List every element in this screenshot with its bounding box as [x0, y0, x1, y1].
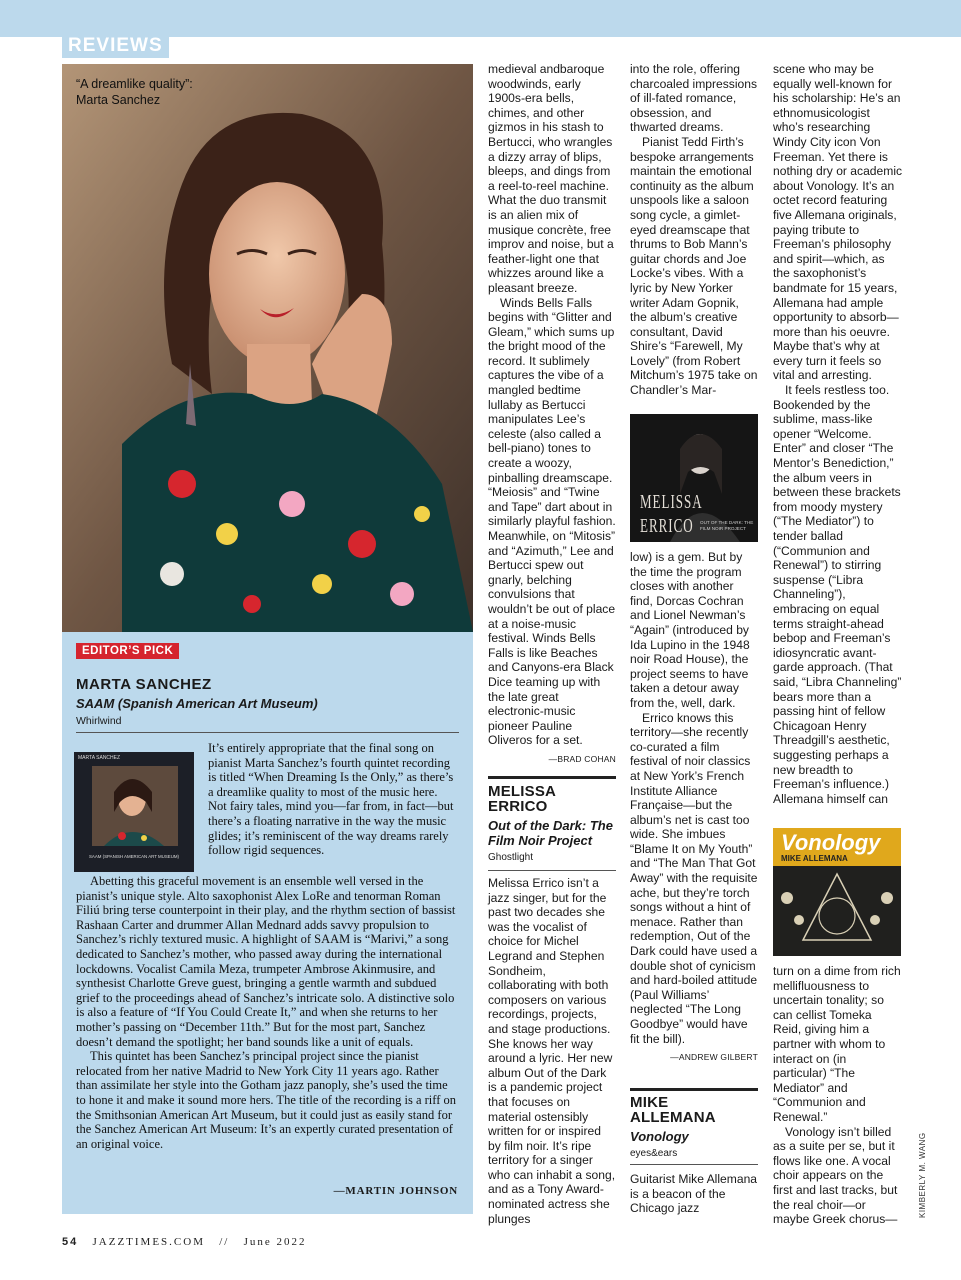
cover-artist-text: MIKE ALLEMANA	[781, 854, 848, 863]
paragraph: It feels restless too. Bookended by the sublime, mass-like opener “Welcome. Enter” and closer “The Mentor’s Benediction,” the album veers in between these brackets from moody mystery (“The Mediator”) to tender ballad (“Communion and Renewal”) to stirring suspense (“Libra Channeling”), embracing on equal terms straight-ahead bebop and Freeman’s idiosyncratic avant-garde approach. (That said, “Libra Channeling” bears more than a passing hint of fellow Chicagoan Henry Threadgill’s aesthetic, suggesting perhaps a new breadth to Freeman’s influence.) Allemana himself can	[773, 383, 902, 806]
divider	[76, 732, 459, 733]
review-paragraph: Abetting this graceful movement is an ensemble well versed in the pianist’s unique style. Alto saxophonist Alex LoRe and tenorman Roman Filiú bring terse counterpoint in their play, and the rhythm section of bassist Rashaan Carter and drummer Allan Mednard adds savvy propulsion to Sanchez’s richly textured music. A highlight of SAAM is “Marivi,” a song dedicated to Sanchez’s mother, who passed away during the international lockdowns. Vocalist Camila Meza, trumpeter Ambrose Akinmusire, and synthesist Charlotte Greve guest, bringing a gentle warmth and subdued grief to the proceedings ahead of Sanchez’s intricate solo. A distinctive solo is also a feature of “If You Could Create It,” and when she returns to her mother’s passing on “December 11th.” But for the most part, Sanchez doesn’t demand the spotlight; her band sounds like a unit of equals.	[76, 874, 456, 1049]
album-cover-errico	[630, 414, 758, 542]
review-album: Out of the Dark: The Film Noir Project	[488, 818, 613, 848]
review-album: Vonology	[630, 1129, 689, 1144]
portrait-illustration	[62, 64, 473, 632]
review-artist: MIKE ALLEMANA	[630, 1094, 716, 1126]
paragraph: Guitarist Mike Allemana is a beacon of the Chicago jazz	[630, 1172, 758, 1216]
cover-name-text: MELISSA ERRICO	[640, 490, 702, 537]
review-artist: MARTA SANCHEZ	[76, 676, 212, 693]
paragraph: Errico knows this territory—she recently co-curated a film festival of noir classics at New York’s French Institute Alliance Française—but the album’s net is cast too wide. She imbues “Blame It on My Youth” and “The Man That Got Away” with the requisite ache, but they’re torch songs without a hint of menace. Rather than redemption, Out of the Dark could have used a double shot of cynicism and hard-boiled attitude (Paul Williams’ neglected “The Long Goodbye” would have fit the bill).	[630, 710, 758, 1046]
editors-pick-box	[62, 632, 473, 1214]
allemana-header	[630, 1095, 758, 1159]
review-album: SAAM (Spanish American Art Museum)	[76, 696, 318, 711]
cover-artist-text: MARTA SANCHEZ	[78, 755, 121, 761]
cover-sub-text: OUT OF THE DARK: THE FILM NOIR PROJECT	[700, 520, 754, 531]
footer-separator: //	[219, 1236, 230, 1248]
column-3-mid	[630, 550, 758, 1065]
top-band	[0, 0, 961, 37]
errico-col2-text	[488, 876, 616, 1226]
review-text-rest	[76, 874, 460, 1151]
photo-credit: KIMBERLY M. WANG	[918, 1132, 927, 1218]
byline: —BRAD COHAN	[548, 753, 616, 764]
review-label: Whirlwind	[76, 715, 122, 727]
paragraph: into the role, offering charcoaled impressions of ill-fated romance, obsession, and thwarted dreams.	[630, 62, 758, 135]
cover-title-text: SAAM (SPANISH AMERICAN ART MUSEUM)	[88, 854, 180, 859]
section-tag: REVIEWS	[62, 34, 169, 58]
column-3-top	[630, 62, 758, 398]
allemana-col3-text	[630, 1172, 758, 1216]
review-byline: —MARTIN JOHNSON	[333, 1185, 458, 1197]
section-divider	[488, 776, 616, 779]
byline: —ANDREW GILBERT	[670, 1052, 758, 1063]
paragraph: turn on a dime from rich mellifluousness to uncertain tonality; so can cellist Tomeka Reid, giving him a partner with whom to interact on (in particular) “The Mediator” and “Communion and Renewal.”	[773, 964, 901, 1124]
site-name: JAZZTIMES.COM	[92, 1236, 205, 1248]
paragraph: scene who may be equally well-known for his scholarship: He’s an ethnomusicologist who’s researching Windy City icon Von Freeman. Yet there is nothing dry or academic about Vonology. It’s an octet record featuring five Allemana originals, paying tribute to Freeman’s philosophy and spirit—which, as the saxophonist’s bandmate for 15 years, Allemana had ample opportunity to absorb—more than his oeuvre. Maybe that’s why at every turn it feels so vital and arresting.	[773, 62, 903, 383]
page-footer	[62, 1236, 307, 1248]
paragraph: Winds Bells Falls begins with “Glitter and Gleam,” which sums up the bright mood of the record. It sublimely captures the vibe of a mangled bedtime lullaby as Bertucci manipulates Lee’s celeste (also called a bell-piano) tones to create a woozy, pinballing dreamscape. “Meiosis” and “Twine and Tape” dart about in similarly playful fashion. Meanwhile, on “Mitosis” and “Azimuth,” Lee and Bertucci spew out gnarly, belching convulsions that wouldn’t be out of place at a noise-music festival. Winds Bells Falls is like Beaches and Canyons-era Black Dice teaming up with the late great electronic-music pioneer Pauline Oliveros for a set.	[488, 295, 616, 748]
review-text-first: It’s entirely appropriate that the final song on pianist Marta Sanchez’s fourth quintet recording is titled “When Dreaming Is the Only,” as there’s a dreamlike quality to most of the music here. Not fairy tales, mind you—far from, in fact—but there’s a floating narrative in the way the music glides; it’s reminiscent of the way dreams rarely follow rigid sequences.	[208, 741, 454, 858]
divider	[488, 870, 616, 871]
paragraph: low) is a gem. But by the time the program closes with another find, Dorcas Cochran and Lionel Newman’s “Again” (introduced by Ida Lupino in the 1948 noir Road House), the project seems to have taken a detour away from the, well, dark.	[630, 550, 750, 710]
paragraph: Vonology isn’t billed as a suite per se, but it flows like one. A vocal choir appears on the first and last tracks, but the real choir—or maybe Greek chorus—	[773, 1124, 898, 1227]
divider	[630, 1164, 758, 1165]
review-label: eyes&ears	[630, 1148, 678, 1159]
column-2	[488, 62, 616, 767]
section-divider	[630, 1088, 758, 1091]
album-cover-saam	[74, 752, 194, 872]
editors-pick-badge: EDITOR’S PICK	[76, 643, 179, 659]
cover-title-text: Vonology	[781, 830, 881, 855]
artist-photo	[62, 64, 473, 632]
review-paragraph: This quintet has been Sanchez’s principal project since the pianist relocated from her native Madrid to New York City 11 years ago. Rather than assimilate her style into the Gotham jazz panoply, she’s used the time to hone it and make it sound more hers. The title of the recording is a riff on the Smithsonian American Art Museum, but it could just as easily stand for the Sanchez American Art Museum: It’s an expertly curated presentation of an original voice.	[76, 1049, 456, 1151]
column-4-top	[773, 62, 903, 806]
review-artist: MELISSA ERRICO	[488, 783, 557, 815]
paragraph: medieval andbaroque woodwinds, early 1900s-era bells, chimes, and other gizmos in his stash to Bertucci, who wrangles a dizzy array of blips, bleeps, and dings from a reel-to-reel machine. What the duo transmit is an alien mix of musique concrète, free improv and noise, but a feather-light one that whizzes around like a pleasant breeze.	[488, 62, 614, 295]
issue-date: June 2022	[243, 1236, 307, 1248]
photo-caption: “A dreamlike quality”: Marta Sanchez	[76, 77, 193, 107]
errico-header	[488, 784, 616, 863]
album-cover-vonology	[773, 828, 901, 956]
review-label: Ghostlight	[488, 852, 534, 863]
page-number: 54	[62, 1236, 79, 1248]
paragraph: Pianist Tedd Firth’s bespoke arrangements maintain the emotional continuity as the album unspools like a saloon song cycle, a gimlet-eyed dreamscape that thrums to Bob Mann’s guitar chords and Joe Locke’s vibes. With a lyric by New Yorker writer Adam Gopnik, the album’s creative consultant, David Shire’s “Farewell, My Lovely” (from Robert Mitchum’s 1975 take on Chandler’s Mar-	[630, 134, 758, 398]
column-4-bottom	[773, 964, 903, 1227]
paragraph: Melissa Errico isn’t a jazz singer, but for the past two decades she was the vocalist of choice for Michel Legrand and Stephen Sondheim, collaborating with both composers on various recordings, projects, and stage productions. She knows her way around a lyric. Her new album Out of the Dark is a pandemic project that focuses on material ostensibly written for or inspired by film noir. It’s ripe territory for a singer who can inhabit a song, and as a Tony Award-nominated actress she plunges	[488, 876, 616, 1226]
